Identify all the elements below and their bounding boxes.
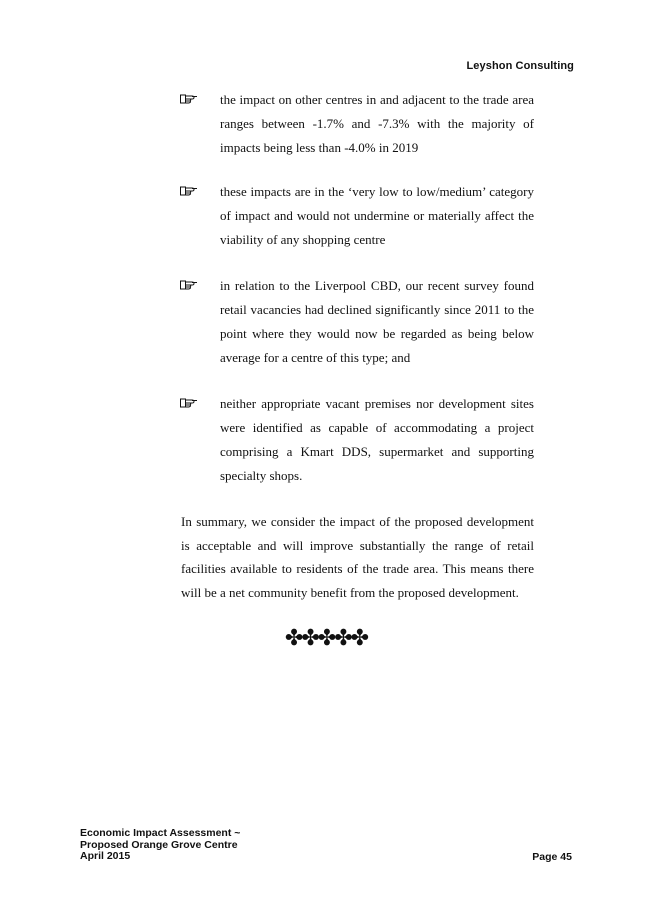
header-company-name: Leyshon Consulting: [466, 60, 574, 72]
bullet-text: neither appropriate vacant premises nor development sites were identified as capable of accommodating a project comprising a Kmart DDS, supermarket and supporting specialty shops.: [220, 396, 534, 483]
footer-date: April 2015: [80, 850, 131, 862]
pointing-hand-icon: [180, 396, 198, 410]
bullet-text: the impact on other centres in and adjacent to the trade area ranges between -1.7% and -7.3% with the majority of impacts being less than -4.0% in 2019: [220, 92, 534, 155]
page-number: Page 45: [532, 851, 572, 863]
bullet-text: these impacts are in the ‘very low to low/medium’ category of impact and would not undermine or materially affect the viability of any shopping centre: [220, 184, 534, 247]
pointing-hand-icon: [180, 184, 198, 198]
summary-paragraph: In summary, we consider the impact of the proposed development is acceptable and will improve substantially the range of retail facilities available to residents of the trade area. This means there will be a net community benefit from the proposed development.: [181, 514, 534, 600]
footer-document-title: [80, 828, 240, 863]
pointing-hand-icon: [180, 92, 198, 106]
pointing-hand-icon: [180, 278, 198, 292]
footer-line: Proposed Orange Grove Centre: [80, 838, 238, 851]
section-end-ornament: ✤✤✤✤✤: [284, 626, 368, 651]
footer-line: Economic Impact Assessment ~: [80, 827, 241, 839]
bullet-text: in relation to the Liverpool CBD, our recent survey found retail vacancies had declined significantly since 2011 to the point where they would now be regarded as being below average for a centre of this type; and: [220, 278, 534, 365]
